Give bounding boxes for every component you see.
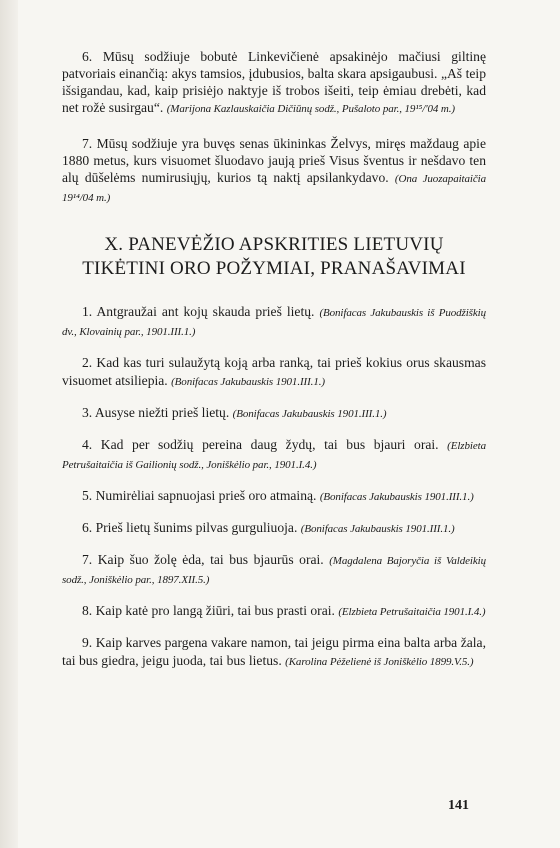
list-item <box>62 602 486 621</box>
list-item <box>62 551 486 589</box>
page-number: 141 <box>448 798 469 813</box>
item-text: 1. Antgraužai ant kojų skauda prieš lietų. <box>82 304 320 319</box>
item-text: 9. Kaip karves pargena vakare namon, tai jeigu pirma eina balta arba žala, tai bus giedra, jeigu juoda, tai bus lietus. <box>62 635 486 668</box>
paragraph-7 <box>62 135 486 207</box>
item-source: (Magdalena Bajoryčia iš Valdeikių sodž., Joniškėlio par., 1897.XII.5.) <box>62 555 486 586</box>
item-text: 2. Kad kas turi sulaužytą koją arba ranką, tai prieš kokius orus skausmas visuomet atsiliepia. <box>62 355 486 388</box>
list-item <box>62 303 486 341</box>
paragraph-text: 7. Mūsų sodžiuje yra buvęs senas ūkininkas Želvys, miręs maždaug apie 1880 metus, kurs visuomet šluodavo jaują prieš Visus šventus ir nešdavo ten alų dūšelėms numirusiųjų, kurios tą naktį apsilankydavo. <box>62 136 486 185</box>
list-item <box>62 404 486 423</box>
item-source: (Karolina Pėželienė iš Joniškėlio 1899.V.5.) <box>285 656 474 668</box>
item-text: 3. Ausyse niežti prieš lietų. <box>82 405 233 420</box>
item-text: 7. Kaip šuo žolę ėda, tai bus bjaurūs orai. <box>82 552 330 567</box>
item-source: (Bonifacas Jakubauskis 1901.III.1.) <box>232 408 387 420</box>
section-heading <box>62 233 486 281</box>
paragraph-source: (Marijona Kazlauskaičia Dičiūnų sodž., Pušaloto par., 19¹⁵/'04 m.) <box>166 103 455 115</box>
list-item <box>62 436 486 474</box>
item-text: 4. Kad per sodžių pereina daug žydų, tai bus bjauri orai. <box>82 437 448 452</box>
item-source: (Elzbieta Petrušaitaičia iš Gailionių sodž., Joniškėlio par., 1901.I.4.) <box>62 440 486 471</box>
list-item <box>62 519 486 538</box>
item-source: (Elzbieta Petrušaitaičia 1901.I.4.) <box>338 606 486 618</box>
section-heading-line-2: TIKĖTINI ORO POŽYMIAI, PRANAŠAVIMAI <box>82 258 466 279</box>
item-source: (Bonifacas Jakubauskis 1901.III.1.) <box>171 376 325 388</box>
item-source: (Bonifacas Jakubauskis iš Puodžiškių dv., Klovainių par., 1901.III.1.) <box>62 307 486 338</box>
item-source: (Bonifacas Jakubauskis 1901.III.1.) <box>319 491 474 503</box>
list-item <box>62 354 486 391</box>
list-item <box>62 634 486 671</box>
paragraph-text: 6. Mūsų sodžiuje bobutė Linkevičienė apsakinėjo mačiusi giltinę patvoriais einančią: akys tamsios, įdubusios, balta skara apsigaubusi. „Aš teip išsigandau, kad, kaip prisiėjo naktyje iš trobos išeiti, teip ėmiau drebėti, kad net rožė susirgau“. <box>62 49 486 115</box>
book-spine-shadow <box>0 0 18 848</box>
paragraph-6 <box>62 48 486 118</box>
page-content <box>62 48 486 684</box>
paragraph-source: (Ona Juozapaitaičia 19¹⁴/04 m.) <box>62 173 486 204</box>
item-text: 5. Numirėliai sapnuojasi prieš oro atmainą. <box>82 488 320 503</box>
item-text: 6. Prieš lietų šunims pilvas gurguliuoja. <box>82 520 301 535</box>
list-item <box>62 487 486 506</box>
section-heading-line-1: X. PANEVĖŽIO APSKRITIES LIETUVIŲ <box>104 234 444 255</box>
item-source: (Bonifacas Jakubauskis 1901.III.1.) <box>300 523 455 535</box>
item-text: 8. Kaip katė pro langą žiūri, tai bus prasti orai. <box>82 603 339 618</box>
